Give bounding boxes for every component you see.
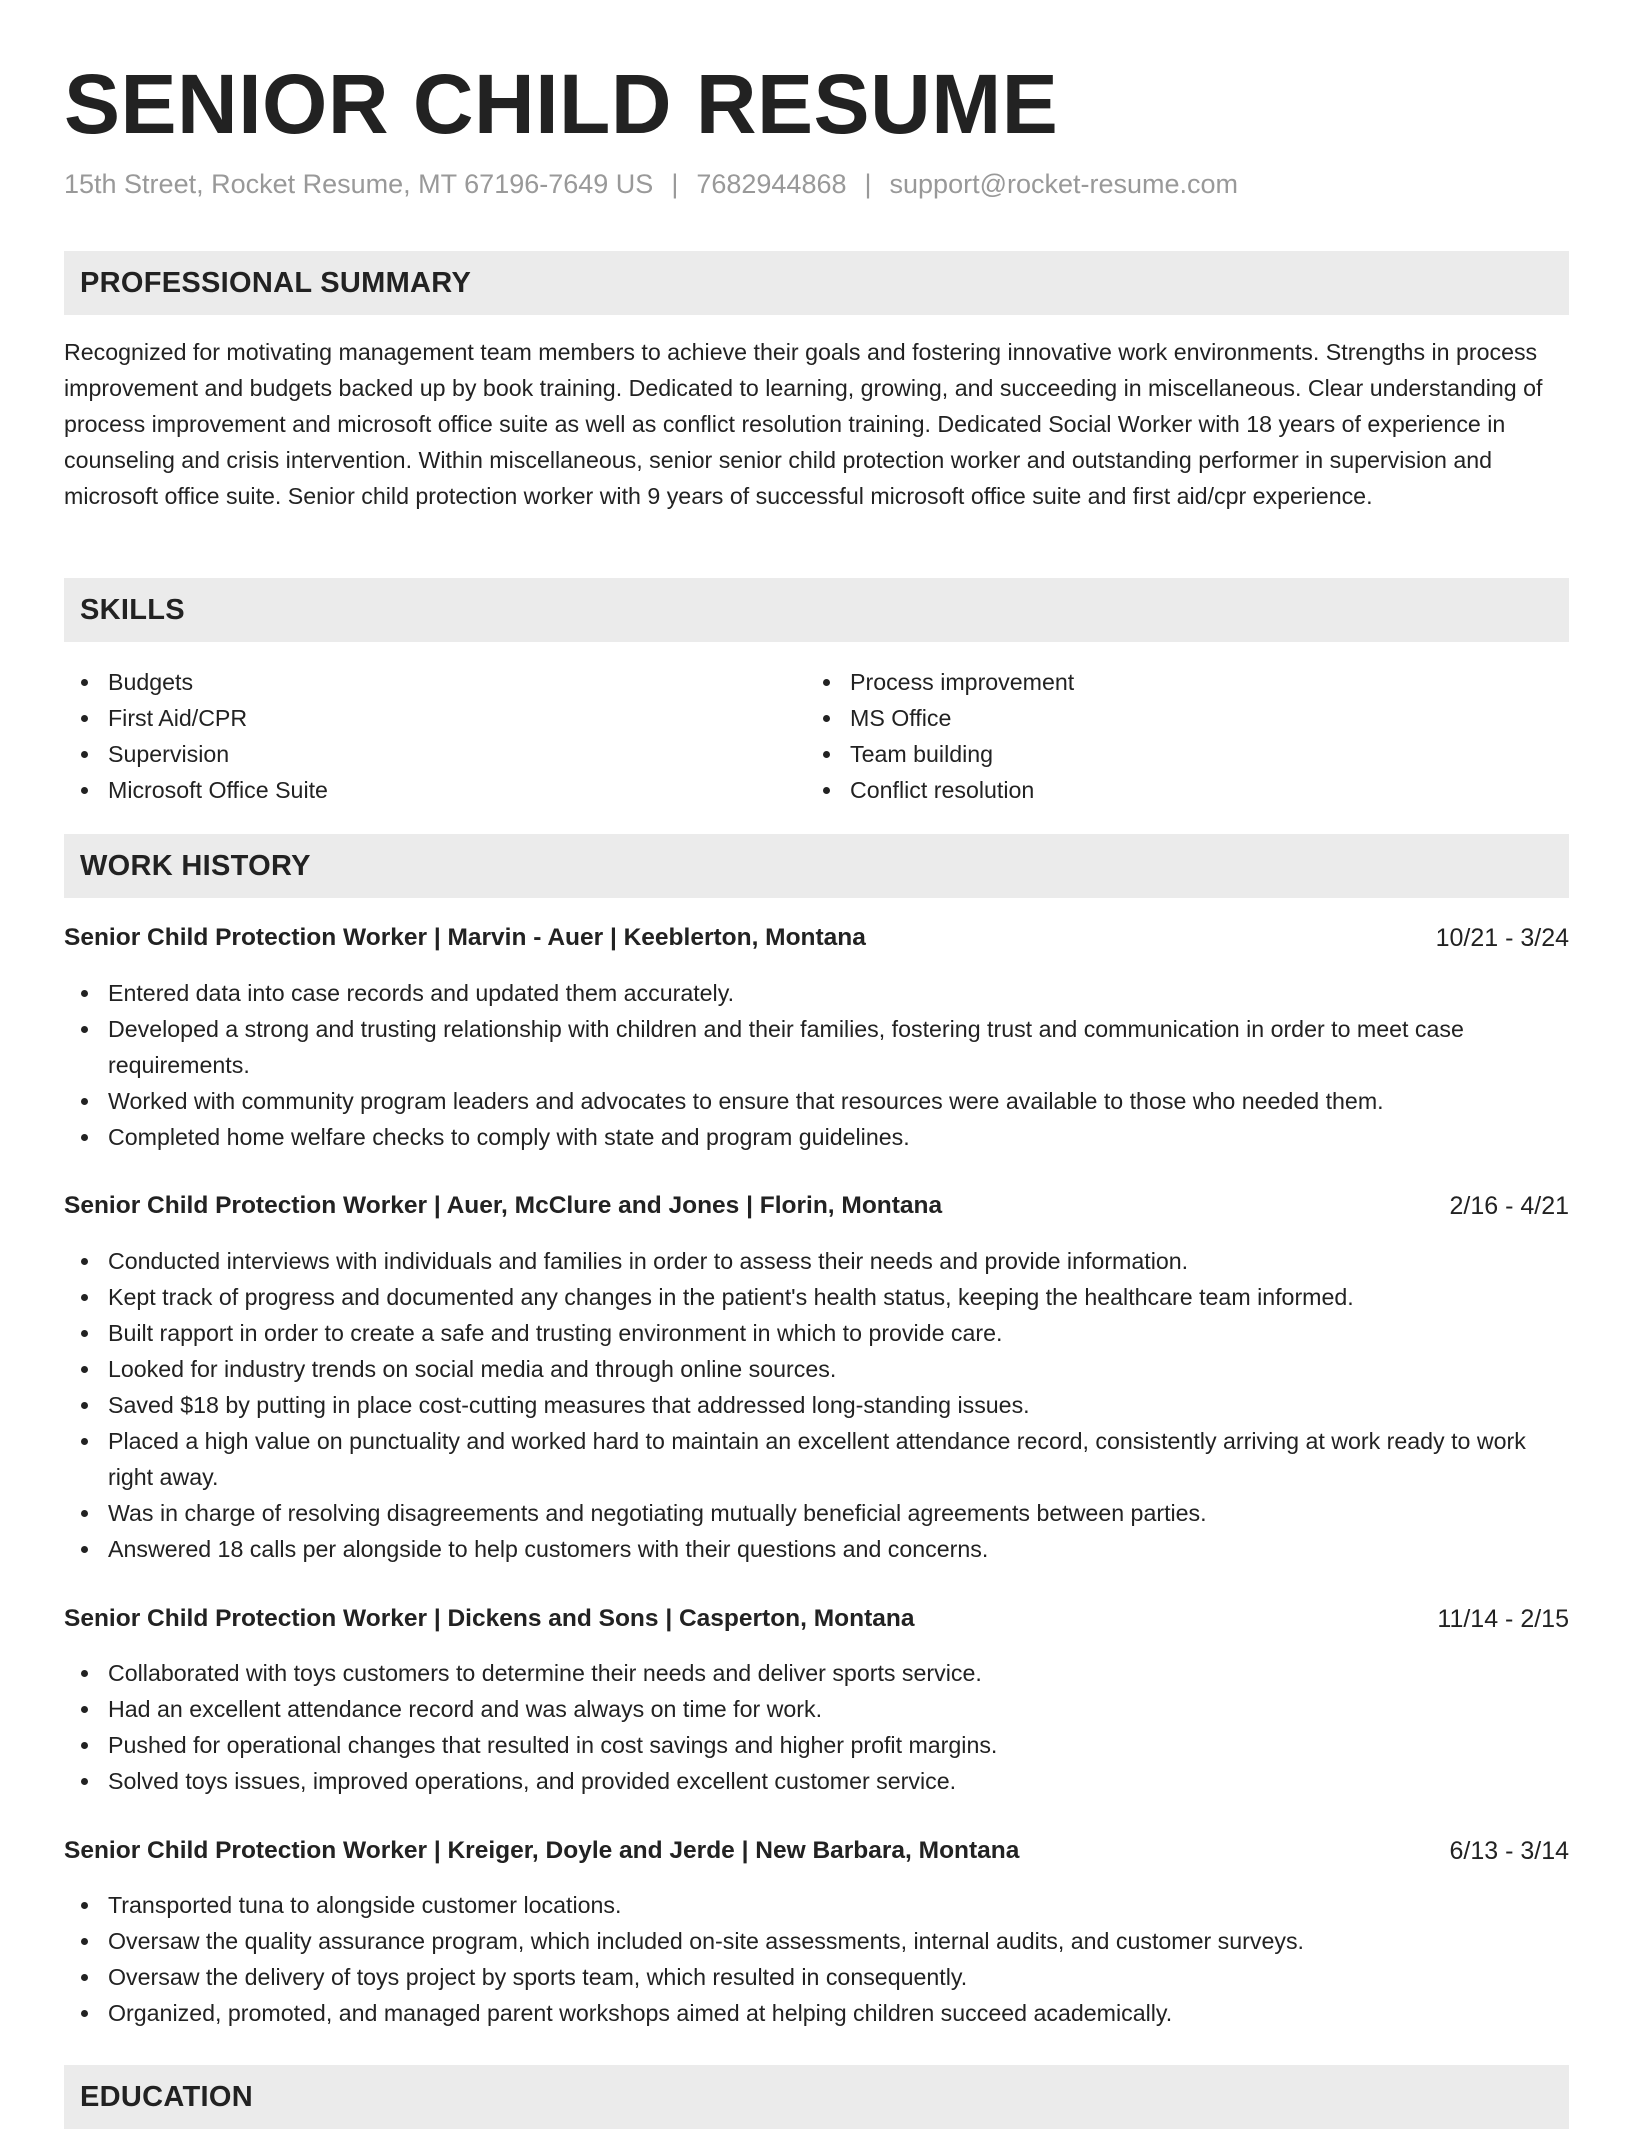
- section-heading: PROFESSIONAL SUMMARY: [80, 267, 472, 299]
- job-bullet: Solved toys issues, improved operations, and provided excellent customer service.: [64, 1763, 1569, 1799]
- job-bullet: Looked for industry trends on social media and through online sources.: [64, 1351, 1569, 1387]
- job-dates: 10/21 - 3/24: [1435, 924, 1569, 952]
- job-title: Senior Child Protection Worker | Marvin - Auer | Keeblerton, Montana: [64, 924, 866, 951]
- job-bullet: Conducted interviews with individuals and families in order to assess their needs and provide information.: [64, 1243, 1569, 1279]
- job-bullet: Organized, promoted, and managed parent workshops aimed at helping children succeed academically.: [64, 1995, 1569, 2031]
- job-bullet: Placed a high value on punctuality and worked hard to maintain an excellent attendance record, consistently arriving at work ready to work right away.: [64, 1423, 1569, 1495]
- job-bullet: Collaborated with toys customers to determine their needs and deliver sports service.: [64, 1655, 1569, 1691]
- job-bullet: Answered 18 calls per alongside to help customers with their questions and concerns.: [64, 1531, 1569, 1567]
- summary-text: Recognized for motivating management team members to achieve their goals and fostering innovative work environments. Strengths in process improvement and budgets backed up by book training. Dedicated to learning, growing, and succeeding in miscellaneous. Clear understanding of process improvement and microsoft office suite as well as conflict resolution training. Dedicated Social Worker with 18 years of experience in counseling and crisis intervention. Within miscellaneous, senior senior child protection worker and outstanding performer in supervision and microsoft office suite. Senior child protection worker with 9 years of successful microsoft office suite and first aid/cpr experience.: [64, 339, 1543, 509]
- skill-item: Budgets: [64, 664, 764, 700]
- job-dates: 2/16 - 4/21: [1449, 1192, 1569, 1220]
- section-heading: WORK HISTORY: [80, 850, 311, 882]
- section-header-education: [64, 2065, 1569, 2129]
- job-bullet: Entered data into case records and updated them accurately.: [64, 975, 1569, 1011]
- resume-title: SENIOR CHILD RESUME: [64, 57, 1059, 151]
- job-bullets: [64, 1655, 1569, 1799]
- job-bullet: Transported tuna to alongside customer locations.: [64, 1887, 1569, 1923]
- contact-email: support@rocket-resume.com: [889, 169, 1239, 199]
- section-header-summary: [64, 251, 1569, 315]
- job-bullet: Worked with community program leaders and advocates to ensure that resources were available to those who needed them.: [64, 1083, 1569, 1119]
- job-dates: 11/14 - 2/15: [1437, 1605, 1569, 1633]
- contact-address: 15th Street, Rocket Resume, MT 67196-7649 US: [64, 169, 654, 199]
- job-bullet: Was in charge of resolving disagreements and negotiating mutually beneficial agreements between parties.: [64, 1495, 1569, 1531]
- skills-list-right: [806, 664, 1506, 808]
- job-bullet: Oversaw the delivery of toys project by sports team, which resulted in consequently.: [64, 1959, 1569, 1995]
- job-bullets: [64, 975, 1569, 1155]
- skill-item: First Aid/CPR: [64, 700, 764, 736]
- job-bullets: [64, 1887, 1569, 2031]
- job-bullet: Pushed for operational changes that resulted in cost savings and higher profit margins.: [64, 1727, 1569, 1763]
- job-title: Senior Child Protection Worker | Auer, McClure and Jones | Florin, Montana: [64, 1192, 943, 1219]
- skill-item: Supervision: [64, 736, 764, 772]
- job-bullet: Developed a strong and trusting relationship with children and their families, fostering trust and communication in order to meet case requirements.: [64, 1011, 1569, 1083]
- contact-separator: |: [671, 169, 679, 199]
- section-header-skills: [64, 578, 1569, 642]
- skills-list-left: [64, 664, 764, 808]
- skill-item: Team building: [806, 736, 1506, 772]
- job-title: Senior Child Protection Worker | Kreiger, Doyle and Jerde | New Barbara, Montana: [64, 1837, 1020, 1864]
- job-dates: 6/13 - 3/14: [1449, 1837, 1569, 1865]
- job-bullet: Saved $18 by putting in place cost-cutting measures that addressed long-standing issues.: [64, 1387, 1569, 1423]
- job-bullet: Completed home welfare checks to comply with state and program guidelines.: [64, 1119, 1569, 1155]
- job-bullet: Had an excellent attendance record and was always on time for work.: [64, 1691, 1569, 1727]
- job-bullet: Kept track of progress and documented any changes in the patient's health status, keeping the healthcare team informed.: [64, 1279, 1569, 1315]
- job-title: Senior Child Protection Worker | Dickens and Sons | Casperton, Montana: [64, 1605, 915, 1632]
- job-bullets: [64, 1243, 1569, 1567]
- job-bullet: Oversaw the quality assurance program, which included on-site assessments, internal audits, and customer surveys.: [64, 1923, 1569, 1959]
- skill-item: Microsoft Office Suite: [64, 772, 764, 808]
- section-heading: SKILLS: [80, 594, 185, 626]
- skill-item: Process improvement: [806, 664, 1506, 700]
- skill-item: MS Office: [806, 700, 1506, 736]
- section-heading: EDUCATION: [80, 2081, 253, 2113]
- contact-line: [64, 168, 1238, 200]
- section-header-work-history: [64, 834, 1569, 898]
- skill-item: Conflict resolution: [806, 772, 1506, 808]
- job-bullet: Built rapport in order to create a safe and trusting environment in which to provide care.: [64, 1315, 1569, 1351]
- contact-separator: |: [864, 169, 872, 199]
- contact-phone: 7682944868: [696, 169, 847, 199]
